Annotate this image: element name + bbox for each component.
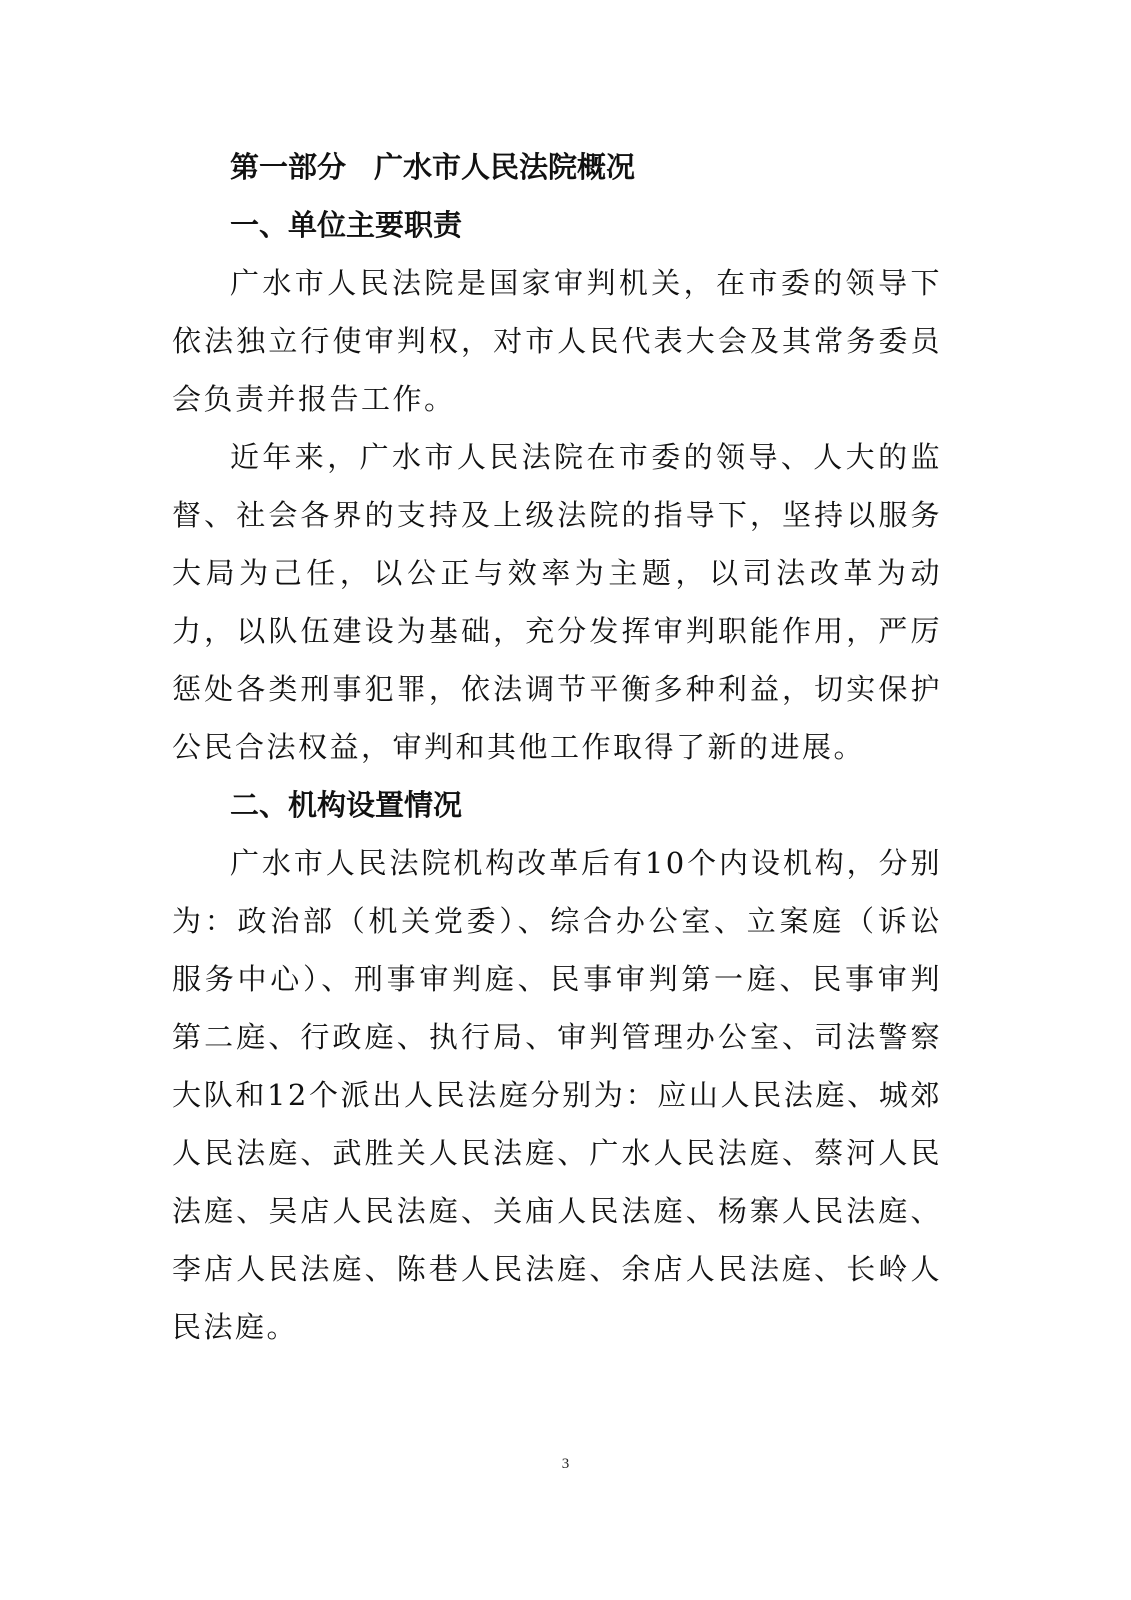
section2-paragraph-1: 广水市人民法院机构改革后有10个内设机构，分别为：政治部（机关党委）、综合办公室、立案庭（诉讼服务中心）、刑事审判庭、民事审判第一庭、民事审判第二庭、行政庭、执行局、审判管理办公室、司法警察大队和12个派出人民法庭分别为：应山人民法庭、城郊人民法庭、武胜关人民法庭、广水人民法庭、蔡河人民法庭、吴店人民法庭、关庙人民法庭、杨寨人民法庭、李店人民法庭、陈巷人民法庭、余店人民法庭、长岭人民法庭。 bbox=[172, 846, 942, 1344]
section1-paragraph-2: 近年来，广水市人民法院在市委的领导、人大的监督、社会各界的支持及上级法院的指导下，坚持以服务大局为己任，以公正与效率为主题，以司法改革为动力，以队伍建设为基础，充分发挥审判职能作用，严厉惩处各类刑事犯罪，依法调节平衡多种利益，切实保护公民合法权益，审判和其他工作取得了新的进展。 bbox=[172, 440, 942, 764]
page-number: 3 bbox=[561, 1456, 570, 1472]
section1-paragraph-1: 广水市人民法院是国家审判机关，在市委的领导下依法独立行使审判权，对市人民代表大会及其常务委员会负责并报告工作。 bbox=[172, 266, 942, 416]
section2-heading: 二、机构设置情况 bbox=[230, 788, 463, 822]
document-body bbox=[172, 138, 942, 1356]
part-heading bbox=[172, 138, 942, 196]
part-title: 广水市人民法院概况 bbox=[374, 150, 636, 184]
section1-heading: 一、单位主要职责 bbox=[230, 208, 463, 242]
part-label: 第一部分 bbox=[230, 150, 347, 184]
